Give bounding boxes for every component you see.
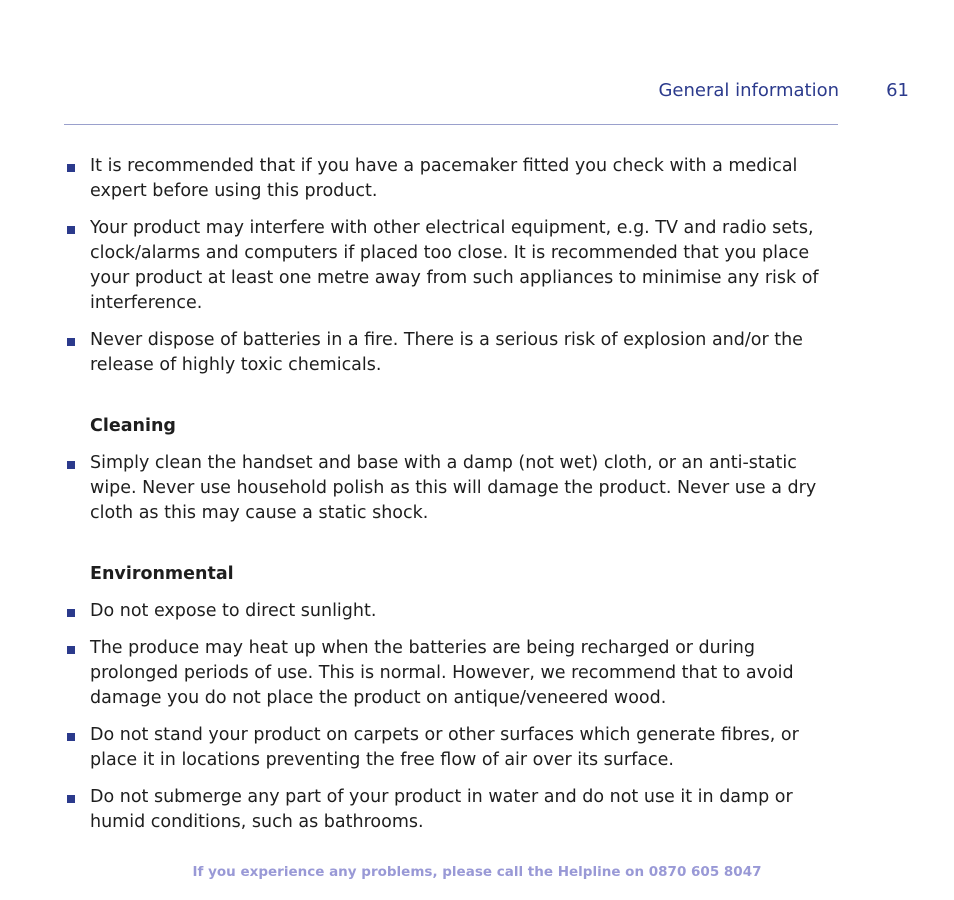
square-bullet-icon bbox=[67, 226, 75, 234]
list-item-text: It is recommended that if you have a pacemaker fitted you check with a medical expert before using this product. bbox=[90, 156, 798, 201]
square-bullet-icon bbox=[67, 338, 75, 346]
list-item bbox=[64, 451, 844, 526]
safety-list bbox=[64, 154, 844, 378]
list-item-text: The produce may heat up when the batteries are being recharged or during prolonged periods of use. This is normal. However, we recommend that to avoid damage you do not place the product on antique/veneered wood. bbox=[90, 638, 794, 708]
list-item bbox=[64, 216, 844, 316]
list-item-text: Do not stand your product on carpets or other surfaces which generate fibres, or place it in locations preventing the free flow of air over its surface. bbox=[90, 725, 799, 770]
cleaning-heading: Cleaning bbox=[90, 416, 176, 436]
section-title: General information bbox=[658, 80, 839, 101]
list-item-text: Do not expose to direct sunlight. bbox=[90, 601, 377, 621]
header-divider bbox=[64, 124, 838, 125]
square-bullet-icon bbox=[67, 609, 75, 617]
page-header bbox=[64, 80, 909, 106]
list-item bbox=[64, 785, 844, 835]
list-item bbox=[64, 328, 844, 378]
list-item-text: Your product may interfere with other electrical equipment, e.g. TV and radio sets, clock/alarms and computers if placed too close. It is recommended that you place your product at least one metre away from such appliances to minimise any risk of interference. bbox=[90, 218, 819, 313]
list-item bbox=[64, 154, 844, 204]
helpline-footer bbox=[0, 864, 954, 880]
square-bullet-icon bbox=[67, 733, 75, 741]
square-bullet-icon bbox=[67, 795, 75, 803]
square-bullet-icon bbox=[67, 646, 75, 654]
page-content bbox=[64, 154, 844, 847]
environmental-list bbox=[64, 599, 844, 835]
page-number: 61 bbox=[886, 80, 909, 101]
helpline-text: If you experience any problems, please call the Helpline on bbox=[192, 864, 645, 880]
list-item bbox=[64, 723, 844, 773]
list-item-text: Simply clean the handset and base with a damp (not wet) cloth, or an anti-static wipe. Never use household polish as this will damage the product. Never use a dry cloth as this may cause a static shock. bbox=[90, 453, 817, 523]
square-bullet-icon bbox=[67, 461, 75, 469]
list-item bbox=[64, 599, 844, 624]
helpline-phone: 0870 605 8047 bbox=[648, 864, 762, 880]
environmental-heading: Environmental bbox=[90, 564, 234, 584]
square-bullet-icon bbox=[67, 164, 75, 172]
list-item-text: Do not submerge any part of your product in water and do not use it in damp or humid conditions, such as bathrooms. bbox=[90, 787, 793, 832]
cleaning-list bbox=[64, 451, 844, 526]
list-item bbox=[64, 636, 844, 711]
list-item-text: Never dispose of batteries in a fire. There is a serious risk of explosion and/or the release of highly toxic chemicals. bbox=[90, 330, 803, 375]
